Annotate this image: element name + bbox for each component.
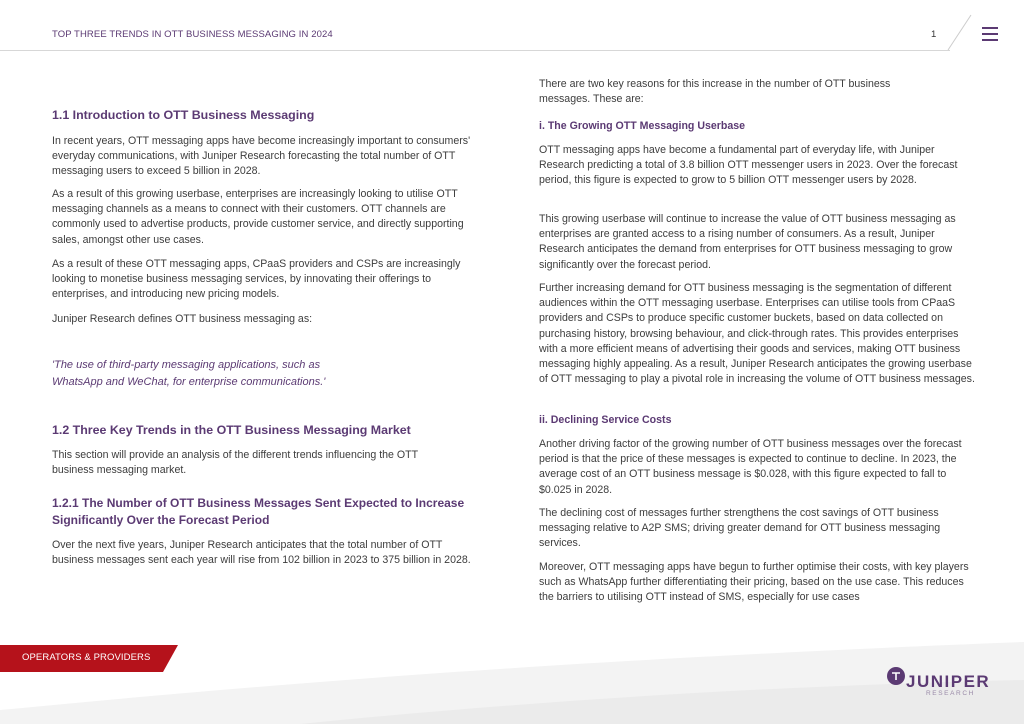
section-tab-label: OPERATORS & PROVIDERS — [22, 652, 151, 663]
paragraph: Moreover, OTT messaging apps have begun to further optimise their costs, with key players such as WhatsApp further differentiating their pricing, based on the use case. This reduces the barriers to utilising OTT instead of SMS, especially for use cases — [539, 561, 969, 604]
paragraph: In recent years, OTT messaging apps have become increasingly important to consumers' everyday communications, with Juniper Research forecasting the total number of OTT messaging users to exceed 5 billion in 2028. — [52, 135, 471, 178]
reason-heading-costs: ii. Declining Service Costs — [539, 414, 672, 426]
logo-wordmark: JUNIPER — [906, 672, 991, 691]
paragraph: There are two key reasons for this increase in the number of OTT business messages. These are: — [539, 78, 891, 106]
page-number: 1 — [931, 29, 937, 40]
paragraph: OTT messaging apps have become a fundamental part of everyday life, with Juniper Research predicting a total of 3.8 billion OTT messenger users in 2023. Over the forecast period, this figure is expected to grow to 5 billion OTT messenger users by 2028. — [539, 144, 958, 187]
paragraph: The declining cost of messages further strengthens the cost savings of OTT business messaging relative to A2P SMS; driving greater demand for OTT business messaging services. — [539, 507, 941, 550]
paragraph: As a result of this growing userbase, enterprises are increasingly looking to utilise OTT messaging channels as a means to connect with their customers. OTT channels are commonly used to advertise products, provide customer service, and directly supporting sales, amongst other use cases. — [52, 188, 464, 246]
subsection-heading: 1.2.1 The Number of OTT Business Messages Sent Expected to Increase Significantly Over the Forecast Period — [52, 496, 465, 527]
header-slash-decoration — [945, 14, 975, 52]
definition-quote: 'The use of third-party messaging applications, such as WhatsApp and WeChat, for enterprise communications.' — [52, 359, 326, 388]
paragraph: Another driving factor of the growing number of OTT business messages over the forecast period is that the price of these messages is expected to continue to decline. In 2023, the average cost of an OTT business message is $0.028, with this figure expected to fall to $0.025 in 2028. — [539, 438, 962, 496]
paragraph: Over the next five years, Juniper Research anticipates that the total number of OTT business messages sent each year will rise from 102 billion in 2023 to 375 billion in 2028. — [52, 539, 471, 567]
paragraph: Juniper Research defines OTT business messaging as: — [52, 313, 313, 325]
menu-icon[interactable] — [982, 27, 998, 41]
section-heading-intro: 1.1 Introduction to OTT Business Messaging — [52, 108, 315, 122]
juniper-logo-mark-icon — [886, 666, 906, 686]
document-title: TOP THREE TRENDS IN OTT BUSINESS MESSAGING IN 2024 — [52, 29, 333, 40]
reason-heading-userbase: i. The Growing OTT Messaging Userbase — [539, 120, 746, 132]
paragraph: Further increasing demand for OTT business messaging is the segmentation of different audiences within the OTT messaging userbase. Enterprises can utilise tools from CPaaS providers and CSPs to produce specific customer buckets, based on data collected on purchasing history, browsing behaviour, and click-through rates. This provides enterprises with a more efficient means of advertising their goods and services, making OTT business messaging highly appealing. As a result, Juniper Research anticipates the growing userbase of OTT messaging to play a pivotal role in increasing the volume of OTT business messages. — [539, 282, 975, 386]
paragraph: As a result of these OTT messaging apps, CPaaS providers and CSPs are increasingly looking to monetise business messaging services, by innovating their offerings to enterprises, and introducing new pricing models. — [52, 258, 461, 301]
paragraph: This section will provide an analysis of the different trends influencing the OTT business messaging market. — [52, 449, 418, 477]
paragraph: This growing userbase will continue to increase the value of OTT business messaging as enterprises are granted access to a rising number of consumers. As a result, Juniper Research anticipates the demand from enterprises for OTT business messaging to grow significantly over the forecast period. — [539, 213, 956, 271]
section-heading-trends: 1.2 Three Key Trends in the OTT Business Messaging Market — [52, 423, 411, 437]
logo-subtitle: RESEARCH — [926, 690, 975, 697]
header-divider — [0, 50, 950, 51]
